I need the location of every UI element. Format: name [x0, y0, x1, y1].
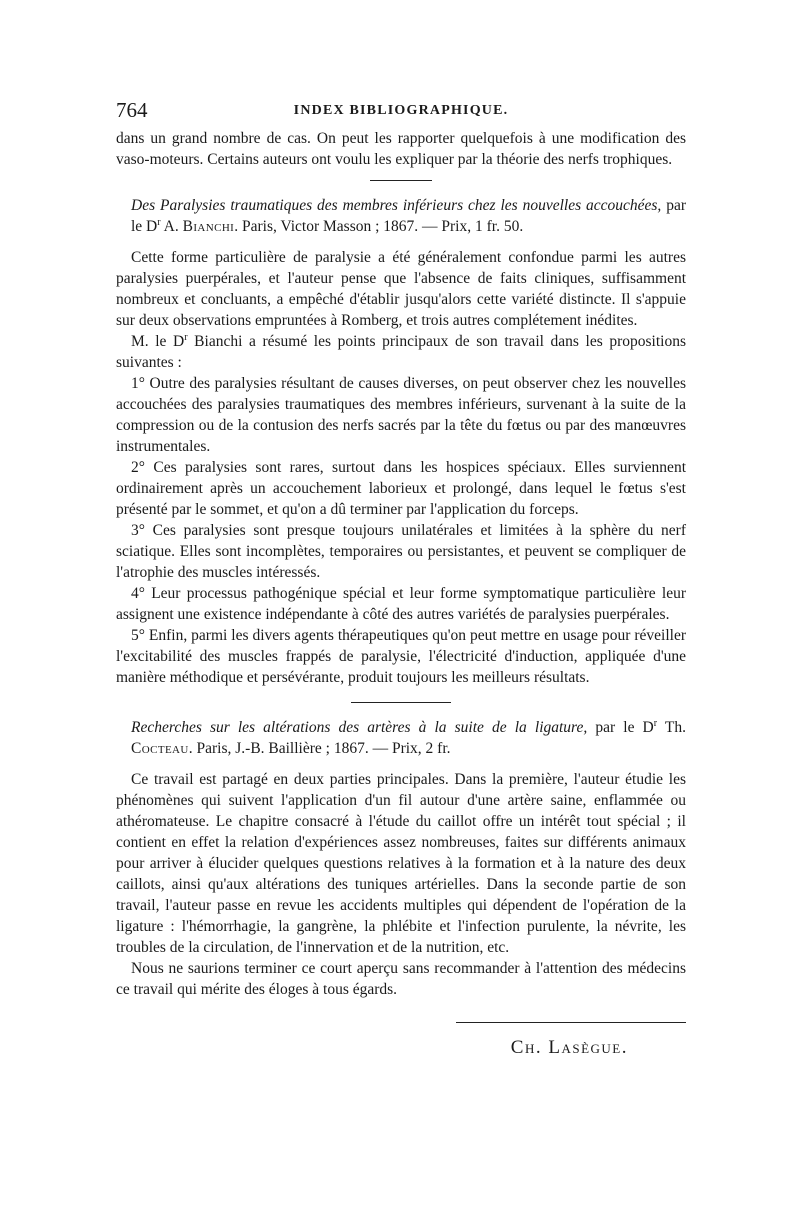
review-2-dr-sup: r [653, 717, 658, 729]
review-2-paragraph: Nous ne saurions terminer ce court aperçu sans recommander à l'attention des médecins ce travail qui mérite des éloges à tous égards. [116, 960, 686, 998]
review-2-paragraph: Ce travail est partagé en deux parties principales. Dans la première, l'auteur étudie les phénomènes qui suivent l'application d'un fil autour d'une artère saine, enflammée ou athéromateuse. Le chapitre consacré à l'étude du caillot offre un intérêt tout spécial ; il contient en effet la relation d'expériences assez nombreuses, faites sur différents animaux pour arriver à élucider quelques questions relatives à la formation et à la nature des deux caillots, ainsi qu'aux altérations des tuniques artérielles. Dans la seconde partie de son travail, l'auteur passe en revue les accidents multiples qui dépendent de l'opération de la ligature : l'hémorrhagie, la gangrène, la phlébite et l'infection purulente, la névrite, les troubles de la circulation, de l'innervation et de la nutrition, etc. [116, 771, 686, 956]
proposition-4: 4° Leur processus pathogénique spécial et leur forme symptomatique particulière leur assignent une existence indépendante à côté des autres variétés de paralysies puerpérales. [116, 585, 686, 623]
review-1-by: par le D [131, 197, 686, 235]
signature: Ch. Lasègue. [510, 1037, 628, 1058]
review-1-lead [116, 331, 686, 373]
review-2-reference [116, 717, 686, 759]
review-1-paragraph: Cette forme particulière de paralysie a été généralement confondue parmi les autres paralysies puerpérales, et l'auteur pense que l'absence de faits cliniques, suffisamment nombreux et concluants, a empêché d'établir jusqu'alors cette variété distincte. Il s'appuie sur deux observations empruntées à Romberg, et trois autres complétement inédites. [116, 249, 686, 329]
section-divider [351, 702, 451, 703]
proposition-1: 1° Outre des paralysies résultant de causes diverses, on peut observer chez les nouvelles accouchées des paralysies traumatiques des membres inférieurs, survenant à la suite de la compression ou de la contusion des nerfs sacrés par la tête du fœtus ou par des manœuvres instrumentales. [116, 375, 686, 455]
review-1-lead-sup: r [184, 331, 188, 343]
review-1-author: Bianchi [182, 218, 235, 235]
review-1-dr-sup: r [157, 216, 161, 228]
review-1-lead-pre: M. le D [131, 333, 185, 350]
proposition-3: 3° Ces paralysies sont presque toujours unilatérales et limitées à la sphère du nerf sciatique. Elles sont incomplètes, temporaires ou persistantes, et peuvent se compliquer de l'atrophie des muscles intéressés. [116, 522, 686, 581]
review-2-publisher: . Paris, J.-B. Baillière ; 1867. — Prix, 2 fr. [188, 740, 451, 757]
running-title: INDEX BIBLIOGRAPHIQUE. [293, 103, 509, 118]
review-1-author-initial: A. [163, 218, 179, 235]
review-2-by: par le D [587, 719, 654, 736]
section-divider [370, 180, 432, 181]
review-1-title: Des Paralysies traumatiques des membres inférieurs chez les nouvelles accouchées, [131, 197, 662, 214]
proposition-5: 5° Enfin, parmi les divers agents thérapeutiques qu'on peut mettre en usage pour réveiller l'excitabilité des muscles frappés de paralysie, l'électricité d'induction, appliquée d'une manière méthodique et persévérante, produit toujours les meilleurs résultats. [116, 627, 686, 686]
signature-rule [456, 1022, 686, 1023]
review-1-lead-post: Bianchi a résumé les points principaux de son travail dans les propositions suivantes : [116, 333, 686, 371]
page-body [116, 128, 686, 1058]
review-2-author: Cocteau [131, 740, 189, 757]
review-1-reference [116, 195, 686, 237]
intro-paragraph: dans un grand nombre de cas. On peut les rapporter quelquefois à une modification des vaso-moteurs. Certains auteurs ont voulu les expliquer par la théorie des nerfs trophiques. [116, 130, 686, 168]
review-1-publisher: . Paris, Victor Masson ; 1867. — Prix, 1 fr. 50. [234, 218, 524, 235]
page-number: 764 [116, 98, 148, 122]
review-2-author-initial: Th. [664, 719, 687, 736]
proposition-2: 2° Ces paralysies sont rares, surtout dans les hospices spéciaux. Elles surviennent ordinairement après un accouchement laborieux et prolongé, dans lequel le fœtus s'est présenté par le sommet, et qu'on a dû terminer par l'application du forceps. [116, 459, 686, 518]
review-2-title: Recherches sur les altérations des artères à la suite de la ligature, [131, 719, 588, 736]
page-header [116, 98, 686, 128]
